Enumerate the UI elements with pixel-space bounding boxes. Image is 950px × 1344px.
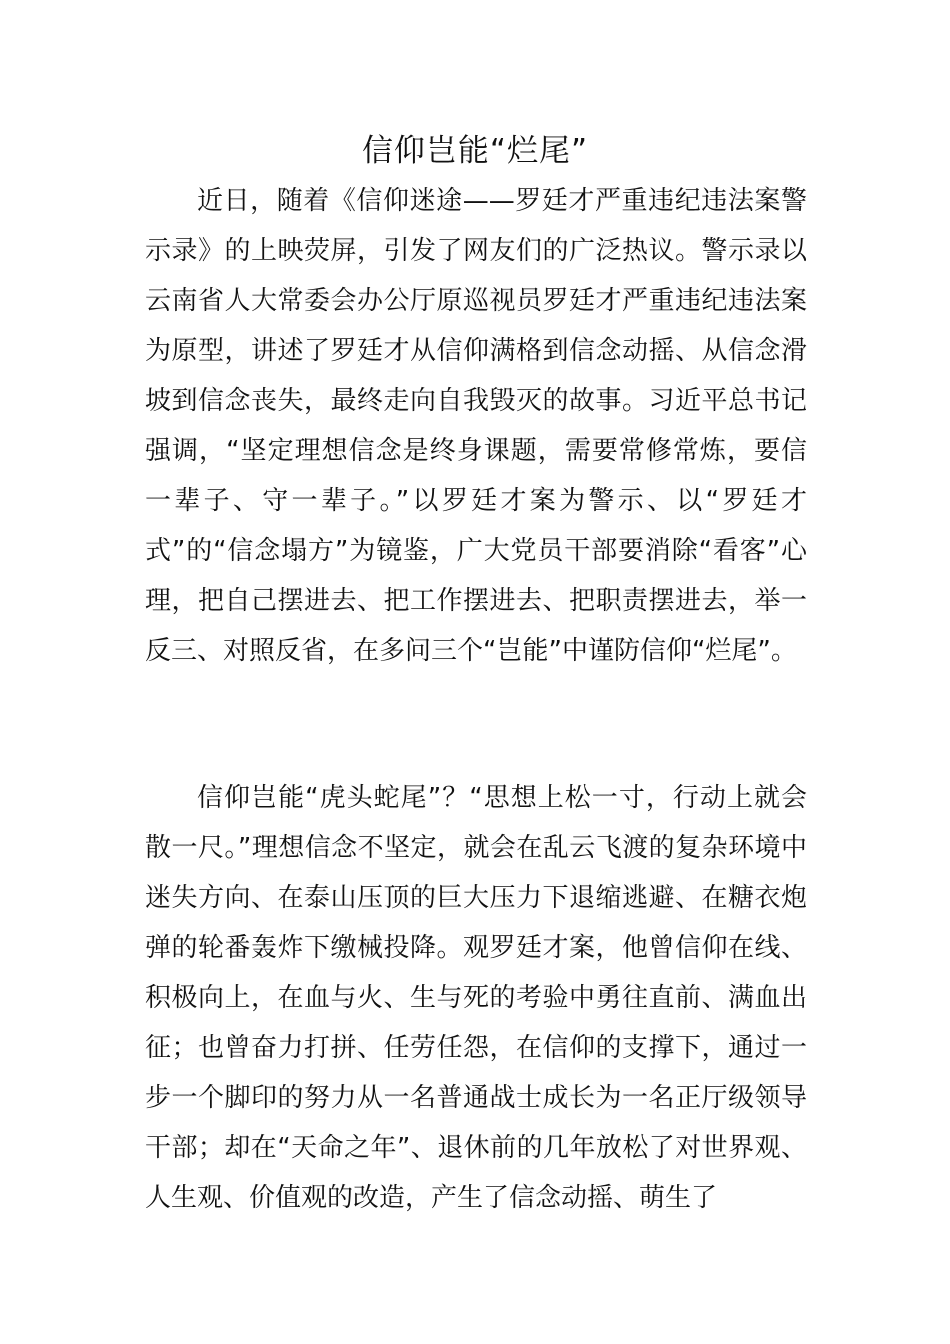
paragraph-1: 近日，随着《信仰迷途——罗廷才严重违纪违法案警示录》的上映荧屏，引发了网友们的广泛热议。警示录以云南省人大常委会办公厅原巡视员罗廷才严重违纪违法案为原型，讲述了罗廷才从信仰满格到信念动摇、从信念滑坡到信念丧失，最终走向自我毁灭的故事。习近平总书记强调，“坚定理想信念是终身课题，需要常修常炼，要信一辈子、守一辈子。”以罗廷才案为警示、以“罗廷才式”的“信念塌方”为镜鉴，广大党员干部要消除“看客”心理，把自己摆进去、把工作摆进去、把职责摆进去，举一反三、对照反省，在多问三个“岂能”中谨防信仰“烂尾”。: [145, 186, 807, 666]
page-title: 信仰岂能“烂尾”: [361, 133, 589, 169]
paragraph-2: 信仰岂能“虎头蛇尾”？“思想上松一寸，行动上就会散一尺。”理想信念不坚定，就会在乱云飞渡的复杂环境中迷失方向、在泰山压顶的巨大压力下退缩逃避、在糖衣炮弹的轮番轰炸下缴械投降。观罗廷才案，他曾信仰在线、积极向上，在血与火、生与死的考验中勇往直前、满血出征；也曾奋力打拼、任劳任怨，在信仰的支撑下，通过一步一个脚印的努力从一名普通战士成长为一名正厅级领导干部；却在“天命之年”、退休前的几年放松了对世界观、人生观、价值观的改造，产生了信念动摇、萌生了: [145, 783, 807, 1213]
